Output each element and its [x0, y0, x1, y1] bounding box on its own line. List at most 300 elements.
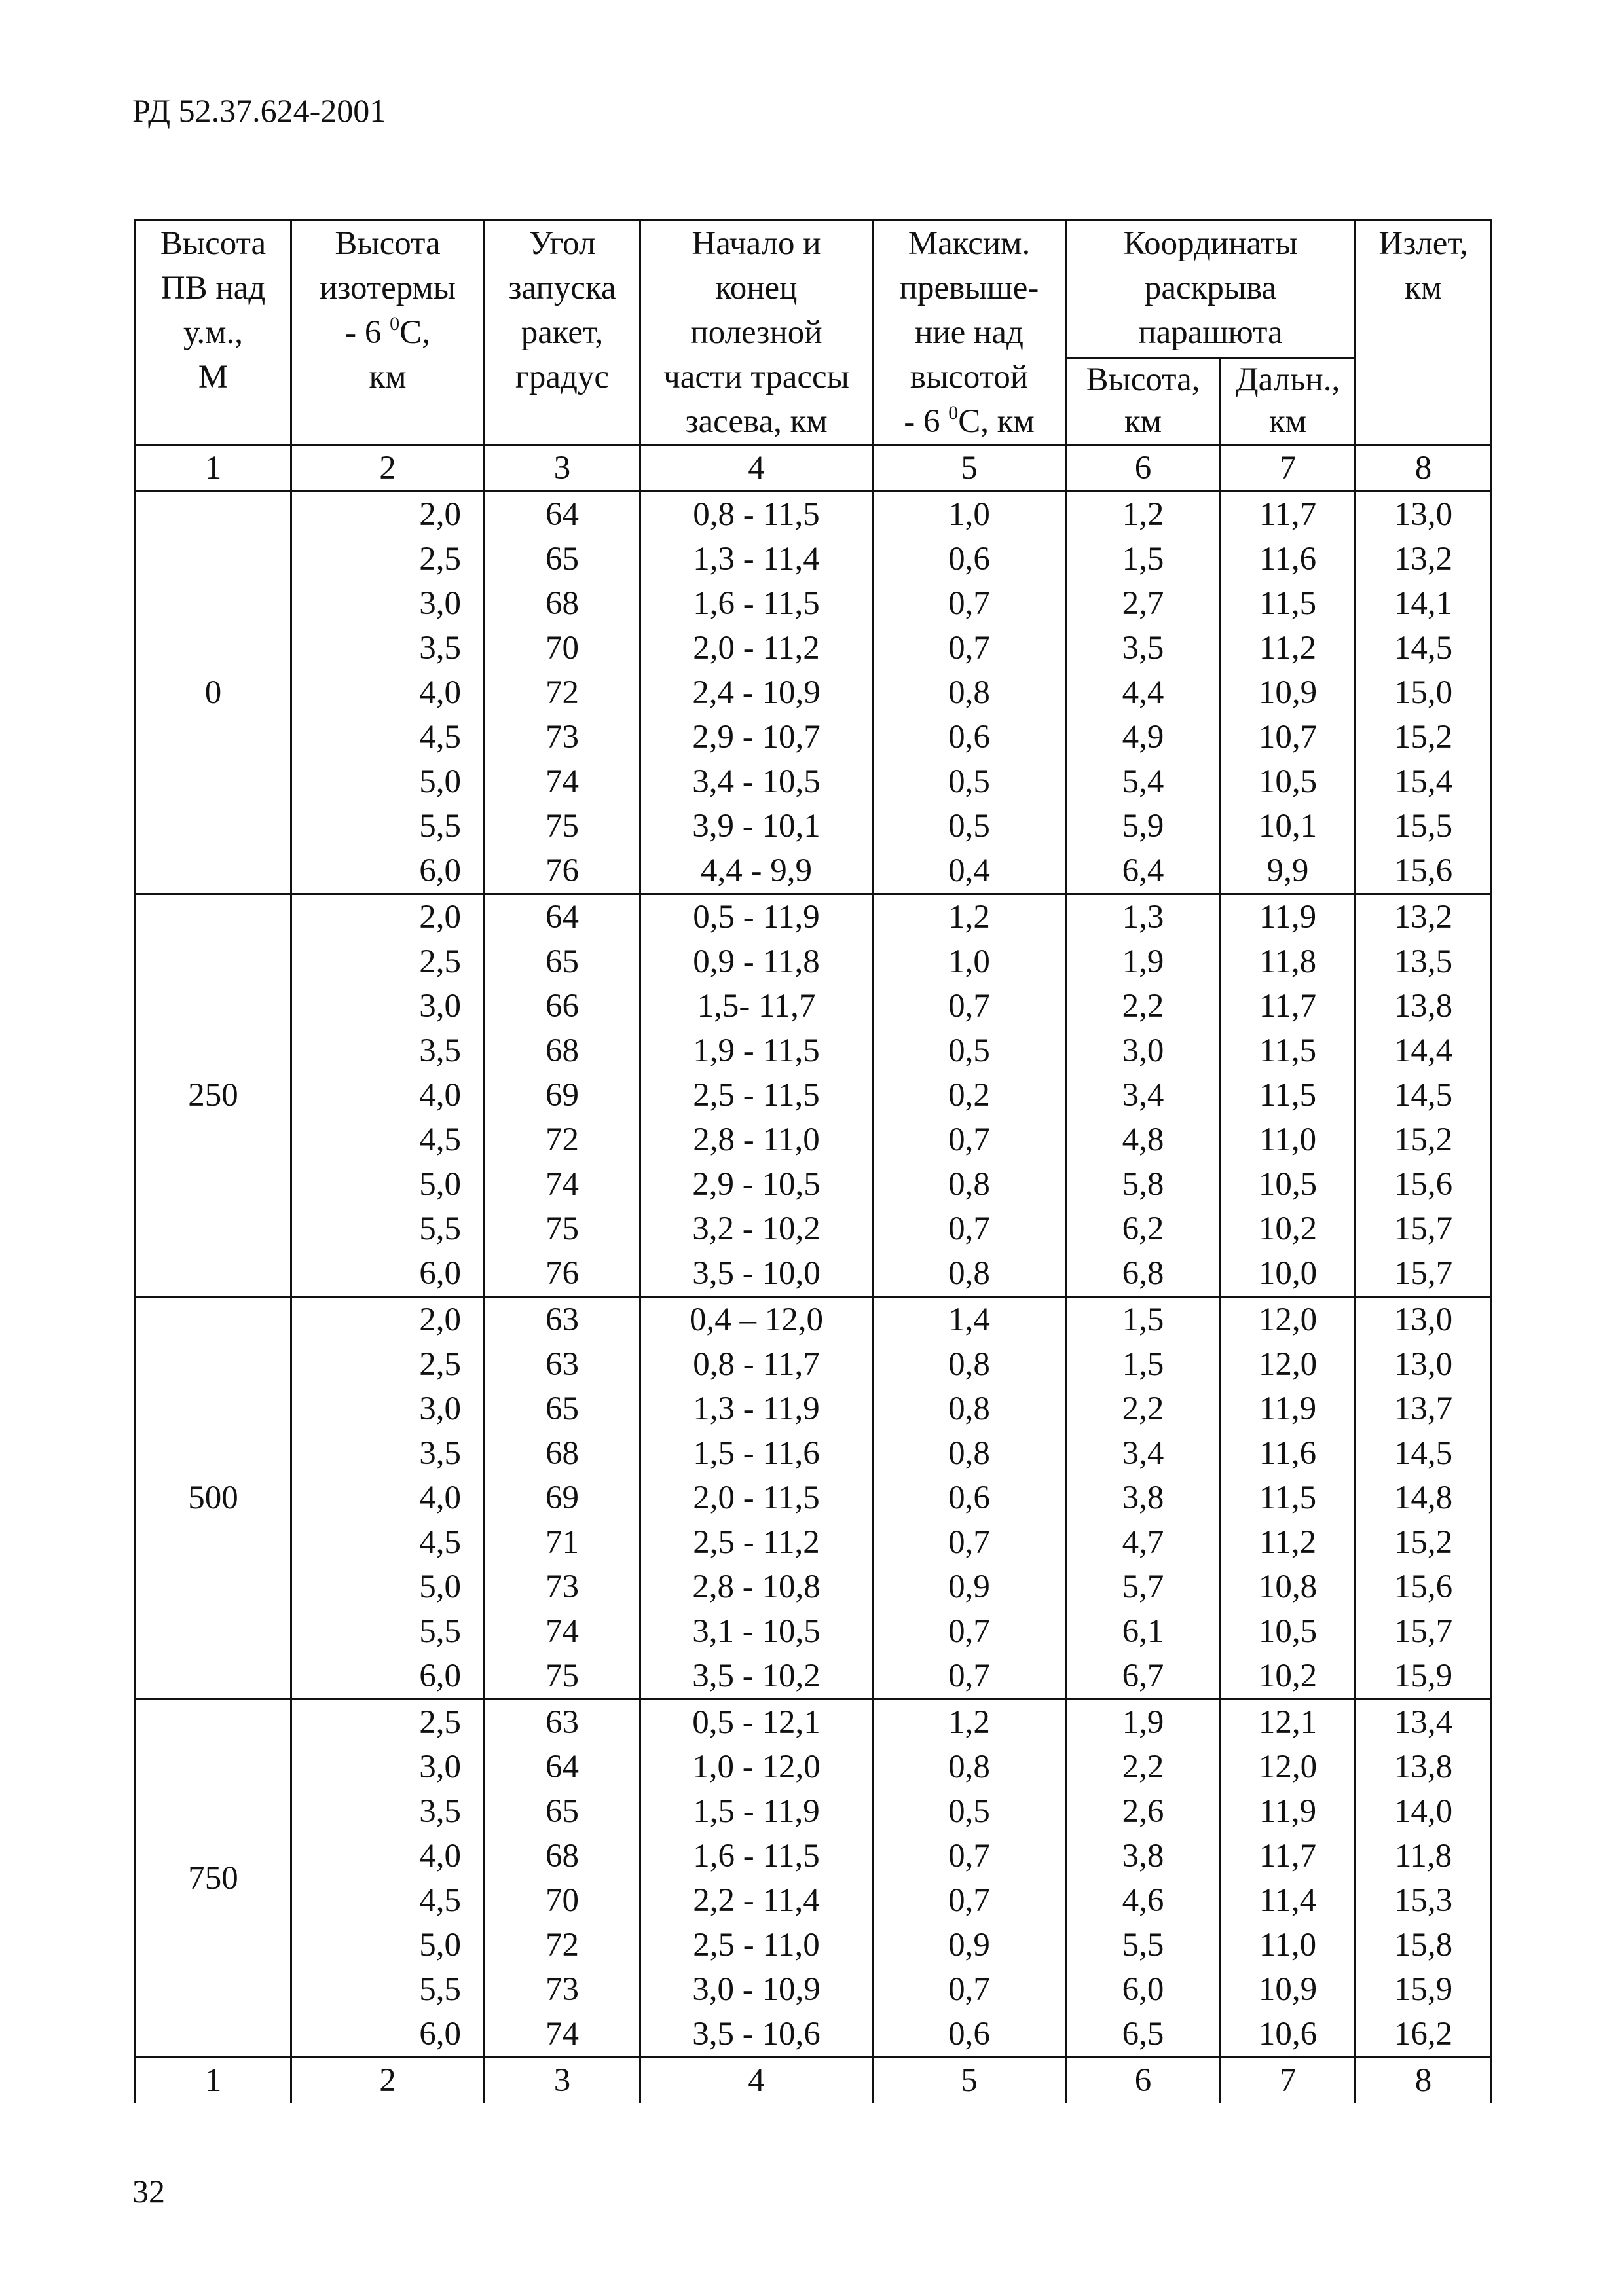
table-cell: 2,8 - 11,0: [640, 1118, 873, 1162]
table-cell: 5,5: [1066, 1923, 1221, 1967]
table-cell: 0,7: [873, 1118, 1066, 1162]
table-cell: 10,2: [1221, 1207, 1356, 1251]
table-cell: 10,2: [1221, 1654, 1356, 1700]
table-cell: 2,2: [1066, 1745, 1221, 1789]
table-cell: 2,5 - 11,0: [640, 1923, 873, 1967]
table-cell: 0,5 - 11,9: [640, 894, 873, 940]
table-cell: 2,8 - 10,8: [640, 1565, 873, 1609]
table-cell: 0,7: [873, 1967, 1066, 2012]
table-cell: 4,0: [291, 1834, 485, 1878]
table-row: [136, 626, 1492, 670]
page-number: 32: [132, 2173, 165, 2210]
table-cell: 72: [485, 670, 640, 715]
table-cell: 72: [485, 1118, 640, 1162]
table-cell: 11,6: [1221, 1431, 1356, 1476]
table-cell: 4,0: [291, 1073, 485, 1118]
table-cell: 1,2: [873, 1700, 1066, 1745]
table-cell: 0,7: [873, 581, 1066, 626]
column-number-footer-row: 1 2 3 4 5 6 7 8: [136, 2058, 1492, 2104]
table-cell: 0,5: [873, 804, 1066, 848]
table-cell: 2,2: [1066, 1387, 1221, 1431]
table-cell: 14,5: [1356, 1431, 1492, 1476]
table-cell: 1,3: [1066, 894, 1221, 940]
table-cell: 0,8: [873, 1251, 1066, 1297]
table-cell: 5,4: [1066, 759, 1221, 804]
table-cell: 0,8: [873, 1745, 1066, 1789]
table-cell: 6,4: [1066, 848, 1221, 894]
table-cell: 4,5: [291, 1520, 485, 1565]
table-cell: 64: [485, 1745, 640, 1789]
table-cell: 2,9 - 10,7: [640, 715, 873, 759]
header-max-excess: Максим. превыше- ние над высотой - 6 $^0$С, км: [873, 221, 1066, 445]
table-cell: 3,0: [291, 581, 485, 626]
table-cell: 6,0: [1066, 1967, 1221, 2012]
table-cell: 14,1: [1356, 581, 1492, 626]
table-cell: 76: [485, 848, 640, 894]
table-cell: 1,0: [873, 492, 1066, 538]
table-cell: 14,5: [1356, 626, 1492, 670]
table-cell: 11,9: [1221, 894, 1356, 940]
table-cell: 11,9: [1221, 1789, 1356, 1834]
table-cell: 3,5: [1066, 626, 1221, 670]
table-row: [136, 1609, 1492, 1654]
table-row: [136, 1431, 1492, 1476]
table-cell: 11,8: [1221, 939, 1356, 984]
table-row: [136, 1520, 1492, 1565]
table-cell: 0,8 - 11,5: [640, 492, 873, 538]
table-cell: 13,0: [1356, 492, 1492, 538]
table-cell: 2,5 - 11,2: [640, 1520, 873, 1565]
table-cell: 1,5 - 11,6: [640, 1431, 873, 1476]
table-row: [136, 848, 1492, 894]
table-cell: 2,0: [291, 894, 485, 940]
table-row: [136, 492, 1492, 538]
table-cell: 74: [485, 2012, 640, 2058]
table-cell: 12,0: [1221, 1745, 1356, 1789]
table-cell: 4,0: [291, 1476, 485, 1520]
table-cell: 10,5: [1221, 1162, 1356, 1207]
table-cell: 13,8: [1356, 1745, 1492, 1789]
group-altitude-500: [136, 1297, 1492, 1700]
table-row: [136, 1207, 1492, 1251]
table-cell: 6,8: [1066, 1251, 1221, 1297]
table-cell: 0,8: [873, 1387, 1066, 1431]
table-cell: 6,5: [1066, 2012, 1221, 2058]
table-cell: 3,5 - 10,0: [640, 1251, 873, 1297]
table-cell: 4,7: [1066, 1520, 1221, 1565]
table-cell: 2,5: [291, 537, 485, 581]
table-cell: 0,7: [873, 1878, 1066, 1923]
group-altitude-0: [136, 492, 1492, 894]
table-row: [136, 1251, 1492, 1297]
table-cell: 1,9: [1066, 1700, 1221, 1745]
table-cell: 14,5: [1356, 1073, 1492, 1118]
table-cell: 1,3 - 11,4: [640, 537, 873, 581]
table-cell: 0,8: [873, 1431, 1066, 1476]
table-cell: 10,7: [1221, 715, 1356, 759]
header-altitude: Высота ПВ над у.м., М: [136, 221, 291, 445]
table-cell: 0,9 - 11,8: [640, 939, 873, 984]
table-row: [136, 1654, 1492, 1700]
table-cell: 6,2: [1066, 1207, 1221, 1251]
table-cell: 1,6 - 11,5: [640, 1834, 873, 1878]
table-cell: 11,2: [1221, 626, 1356, 670]
table-cell: 10,9: [1221, 670, 1356, 715]
table-cell: 0,8: [873, 1342, 1066, 1387]
table-cell: 6,1: [1066, 1609, 1221, 1654]
table-cell: 75: [485, 1654, 640, 1700]
table-row: [136, 1162, 1492, 1207]
table-cell: 4,5: [291, 1878, 485, 1923]
table-cell: 2,5: [291, 1700, 485, 1745]
header-flight-range: Излет, км: [1356, 221, 1492, 445]
table-cell: 13,7: [1356, 1387, 1492, 1431]
table-cell: 0,8: [873, 670, 1066, 715]
table-cell: 65: [485, 1789, 640, 1834]
table-cell: 11,7: [1221, 492, 1356, 538]
table-cell: 5,8: [1066, 1162, 1221, 1207]
altitude-cell: 750: [136, 1700, 291, 2058]
table-row: [136, 1029, 1492, 1073]
table-cell: 0,7: [873, 1834, 1066, 1878]
table-cell: 5,5: [291, 1967, 485, 2012]
table-cell: 13,0: [1356, 1342, 1492, 1387]
table-row: [136, 1789, 1492, 1834]
table-cell: 10,5: [1221, 1609, 1356, 1654]
table-cell: 0,6: [873, 2012, 1066, 2058]
table-cell: 16,2: [1356, 2012, 1492, 2058]
table-cell: 10,9: [1221, 1967, 1356, 2012]
table-cell: 64: [485, 894, 640, 940]
table-cell: 13,8: [1356, 984, 1492, 1029]
table-cell: 10,8: [1221, 1565, 1356, 1609]
table-cell: 3,4: [1066, 1431, 1221, 1476]
table-cell: 15,3: [1356, 1878, 1492, 1923]
table-cell: 1,0 - 12,0: [640, 1745, 873, 1789]
table-cell: 76: [485, 1251, 640, 1297]
table-cell: 75: [485, 804, 640, 848]
table-cell: 3,8: [1066, 1834, 1221, 1878]
table-cell: 11,5: [1221, 1029, 1356, 1073]
table-cell: 68: [485, 581, 640, 626]
table-cell: 0,7: [873, 1609, 1066, 1654]
table-cell: 3,0: [291, 984, 485, 1029]
table-cell: 11,5: [1221, 581, 1356, 626]
table-row: [136, 670, 1492, 715]
table-cell: 15,9: [1356, 1654, 1492, 1700]
table-cell: 9,9: [1221, 848, 1356, 894]
table-cell: 5,9: [1066, 804, 1221, 848]
table-cell: 0,7: [873, 1520, 1066, 1565]
table-cell: 69: [485, 1476, 640, 1520]
table-cell: 3,2 - 10,2: [640, 1207, 873, 1251]
table-row: [136, 1073, 1492, 1118]
table-row: [136, 939, 1492, 984]
table-cell: 11,9: [1221, 1387, 1356, 1431]
table-cell: 0,5: [873, 1029, 1066, 1073]
table-cell: 1,2: [873, 894, 1066, 940]
table-cell: 4,0: [291, 670, 485, 715]
table-row: [136, 1297, 1492, 1343]
header-chute-height: Высота, км: [1066, 358, 1221, 445]
table-cell: 0,5: [873, 1789, 1066, 1834]
table-cell: 15,5: [1356, 804, 1492, 848]
table-cell: 2,5: [291, 939, 485, 984]
table-cell: 1,5: [1066, 537, 1221, 581]
table-cell: 15,4: [1356, 759, 1492, 804]
table-cell: 65: [485, 537, 640, 581]
table-cell: 72: [485, 1923, 640, 1967]
table-cell: 0,6: [873, 537, 1066, 581]
table-cell: 11,2: [1221, 1520, 1356, 1565]
table-cell: 4,5: [291, 715, 485, 759]
table-cell: 4,4: [1066, 670, 1221, 715]
table-row: [136, 759, 1492, 804]
table-cell: 4,5: [291, 1118, 485, 1162]
table-cell: 2,2 - 11,4: [640, 1878, 873, 1923]
table-cell: 12,0: [1221, 1342, 1356, 1387]
table-cell: 2,2: [1066, 984, 1221, 1029]
table-cell: 2,9 - 10,5: [640, 1162, 873, 1207]
table-cell: 3,5: [291, 1431, 485, 1476]
table-row: [136, 581, 1492, 626]
table-row: [136, 804, 1492, 848]
altitude-cell: 0: [136, 492, 291, 894]
table-cell: 11,0: [1221, 1118, 1356, 1162]
table-cell: 2,0: [291, 1297, 485, 1343]
table-cell: 1,9 - 11,5: [640, 1029, 873, 1073]
table-cell: 5,5: [291, 1207, 485, 1251]
table-cell: 0,7: [873, 1207, 1066, 1251]
table-cell: 64: [485, 492, 640, 538]
table-cell: 10,6: [1221, 2012, 1356, 2058]
header-chute-distance: Дальн., км: [1221, 358, 1356, 445]
table-cell: 5,7: [1066, 1565, 1221, 1609]
table-row: [136, 1700, 1492, 1745]
table-row: [136, 1476, 1492, 1520]
table-cell: 66: [485, 984, 640, 1029]
table-cell: 3,5 - 10,6: [640, 2012, 873, 2058]
table-cell: 0,9: [873, 1565, 1066, 1609]
table-cell: 3,5: [291, 626, 485, 670]
header-launch-angle: Угол запуска ракет, градус: [485, 221, 640, 445]
table-cell: 1,9: [1066, 939, 1221, 984]
table-cell: 1,6 - 11,5: [640, 581, 873, 626]
table-row: [136, 1565, 1492, 1609]
table-cell: 11,7: [1221, 984, 1356, 1029]
table-cell: 2,5 - 11,5: [640, 1073, 873, 1118]
table-cell: 5,0: [291, 1923, 485, 1967]
group-altitude-250: [136, 894, 1492, 1297]
table-row: [136, 984, 1492, 1029]
table-cell: 0,8: [873, 1162, 1066, 1207]
table-cell: 3,4 - 10,5: [640, 759, 873, 804]
table-cell: 4,6: [1066, 1878, 1221, 1923]
table-cell: 0,4: [873, 848, 1066, 894]
table-row: [136, 715, 1492, 759]
header-isotherm: Высота изотермы - 6 $^0$С, км: [291, 221, 485, 445]
table-cell: 0,4 – 12,0: [640, 1297, 873, 1343]
data-table: [134, 219, 1492, 2103]
table-cell: 12,0: [1221, 1297, 1356, 1343]
table-cell: 0,5 - 12,1: [640, 1700, 873, 1745]
table-cell: 63: [485, 1342, 640, 1387]
table-cell: 68: [485, 1834, 640, 1878]
table-cell: 2,5: [291, 1342, 485, 1387]
table-cell: 5,0: [291, 1162, 485, 1207]
table-cell: 74: [485, 1162, 640, 1207]
table-cell: 12,1: [1221, 1700, 1356, 1745]
table-cell: 70: [485, 626, 640, 670]
table-row: [136, 1878, 1492, 1923]
altitude-cell: 250: [136, 894, 291, 1297]
table-cell: 6,7: [1066, 1654, 1221, 1700]
table-cell: 0,5: [873, 759, 1066, 804]
table-cell: 6,0: [291, 1251, 485, 1297]
table-cell: 3,0: [291, 1387, 485, 1431]
table-cell: 4,9: [1066, 715, 1221, 759]
table-cell: 5,5: [291, 1609, 485, 1654]
table-cell: 3,1 - 10,5: [640, 1609, 873, 1654]
table-cell: 0,2: [873, 1073, 1066, 1118]
group-altitude-750: [136, 1700, 1492, 2058]
table-cell: 2,0 - 11,5: [640, 1476, 873, 1520]
table-cell: 3,5 - 10,2: [640, 1654, 873, 1700]
table-cell: 15,7: [1356, 1207, 1492, 1251]
table-row: [136, 1745, 1492, 1789]
header-seeding-path: Начало и конец полезной части трассы засева, км: [640, 221, 873, 445]
table-cell: 2,6: [1066, 1789, 1221, 1834]
table-cell: 65: [485, 939, 640, 984]
table-cell: 0,7: [873, 626, 1066, 670]
document-code: РД 52.37.624-2001: [132, 92, 386, 129]
table-cell: 4,8: [1066, 1118, 1221, 1162]
table-row: [136, 894, 1492, 940]
table-cell: 1,4: [873, 1297, 1066, 1343]
table-cell: 11,5: [1221, 1073, 1356, 1118]
table-row: [136, 537, 1492, 581]
table-cell: 15,7: [1356, 1609, 1492, 1654]
table-cell: 3,9 - 10,1: [640, 804, 873, 848]
table-cell: 68: [485, 1431, 640, 1476]
table-cell: 1,5: [1066, 1342, 1221, 1387]
table-cell: 14,8: [1356, 1476, 1492, 1520]
table-cell: 0,8 - 11,7: [640, 1342, 873, 1387]
column-number-row: 1 2 3 4 5 6 7 8: [136, 445, 1492, 492]
table-cell: 71: [485, 1520, 640, 1565]
table-cell: 3,5: [291, 1029, 485, 1073]
table-row: [136, 1118, 1492, 1162]
table-cell: 15,9: [1356, 1967, 1492, 2012]
table-cell: 2,4 - 10,9: [640, 670, 873, 715]
table-row: [136, 1967, 1492, 2012]
table-cell: 1,0: [873, 939, 1066, 984]
table-cell: 3,0 - 10,9: [640, 1967, 873, 2012]
table-cell: 6,0: [291, 2012, 485, 2058]
table-cell: 3,0: [291, 1745, 485, 1789]
table-cell: 3,5: [291, 1789, 485, 1834]
table-cell: 11,7: [1221, 1834, 1356, 1878]
table-row: [136, 2012, 1492, 2058]
table-cell: 0,7: [873, 984, 1066, 1029]
table-cell: 15,2: [1356, 1118, 1492, 1162]
table-cell: 11,8: [1356, 1834, 1492, 1878]
table-cell: 4,4 - 9,9: [640, 848, 873, 894]
table-cell: 2,7: [1066, 581, 1221, 626]
table-cell: 13,5: [1356, 939, 1492, 984]
table-cell: 5,0: [291, 1565, 485, 1609]
table-cell: 5,0: [291, 759, 485, 804]
table-cell: 63: [485, 1297, 640, 1343]
table-cell: 15,8: [1356, 1923, 1492, 1967]
table-cell: 2,0 - 11,2: [640, 626, 873, 670]
table-cell: 70: [485, 1878, 640, 1923]
table-cell: 11,6: [1221, 537, 1356, 581]
table-cell: 73: [485, 715, 640, 759]
table-cell: 14,0: [1356, 1789, 1492, 1834]
table-cell: 10,1: [1221, 804, 1356, 848]
table-cell: 3,4: [1066, 1073, 1221, 1118]
table-cell: 0,7: [873, 1654, 1066, 1700]
table-cell: 15,2: [1356, 1520, 1492, 1565]
table-row: [136, 1834, 1492, 1878]
table-cell: 10,0: [1221, 1251, 1356, 1297]
table-cell: 0,6: [873, 1476, 1066, 1520]
table-cell: 15,2: [1356, 715, 1492, 759]
table-cell: 69: [485, 1073, 640, 1118]
table-cell: 13,0: [1356, 1297, 1492, 1343]
table-cell: 3,0: [1066, 1029, 1221, 1073]
table-cell: 65: [485, 1387, 640, 1431]
table-cell: 6,0: [291, 1654, 485, 1700]
table-cell: 11,5: [1221, 1476, 1356, 1520]
table-row: [136, 1923, 1492, 1967]
altitude-cell: 500: [136, 1297, 291, 1700]
table-cell: 15,6: [1356, 848, 1492, 894]
table-cell: 13,2: [1356, 537, 1492, 581]
table-cell: 5,5: [291, 804, 485, 848]
table-cell: 15,0: [1356, 670, 1492, 715]
table-cell: 15,6: [1356, 1565, 1492, 1609]
table-cell: 1,3 - 11,9: [640, 1387, 873, 1431]
table-cell: 3,8: [1066, 1476, 1221, 1520]
table-cell: 73: [485, 1967, 640, 2012]
table-cell: 73: [485, 1565, 640, 1609]
table-cell: 74: [485, 1609, 640, 1654]
header-parachute-coords: Координаты раскрыва парашюта: [1066, 221, 1356, 358]
table-cell: 0,6: [873, 715, 1066, 759]
table-cell: 1,5 - 11,9: [640, 1789, 873, 1834]
table-cell: 11,4: [1221, 1878, 1356, 1923]
table-row: [136, 1342, 1492, 1387]
table-cell: 1,5- 11,7: [640, 984, 873, 1029]
table-cell: 13,4: [1356, 1700, 1492, 1745]
table-cell: 10,5: [1221, 759, 1356, 804]
table-cell: 15,6: [1356, 1162, 1492, 1207]
table-cell: 2,0: [291, 492, 485, 538]
table-cell: 6,0: [291, 848, 485, 894]
table-cell: 1,2: [1066, 492, 1221, 538]
table-row: [136, 1387, 1492, 1431]
table-cell: 15,7: [1356, 1251, 1492, 1297]
table-cell: 11,0: [1221, 1923, 1356, 1967]
table-cell: 74: [485, 759, 640, 804]
table-cell: 63: [485, 1700, 640, 1745]
table-cell: 1,5: [1066, 1297, 1221, 1343]
table-cell: 75: [485, 1207, 640, 1251]
table-cell: 68: [485, 1029, 640, 1073]
table-cell: 13,2: [1356, 894, 1492, 940]
